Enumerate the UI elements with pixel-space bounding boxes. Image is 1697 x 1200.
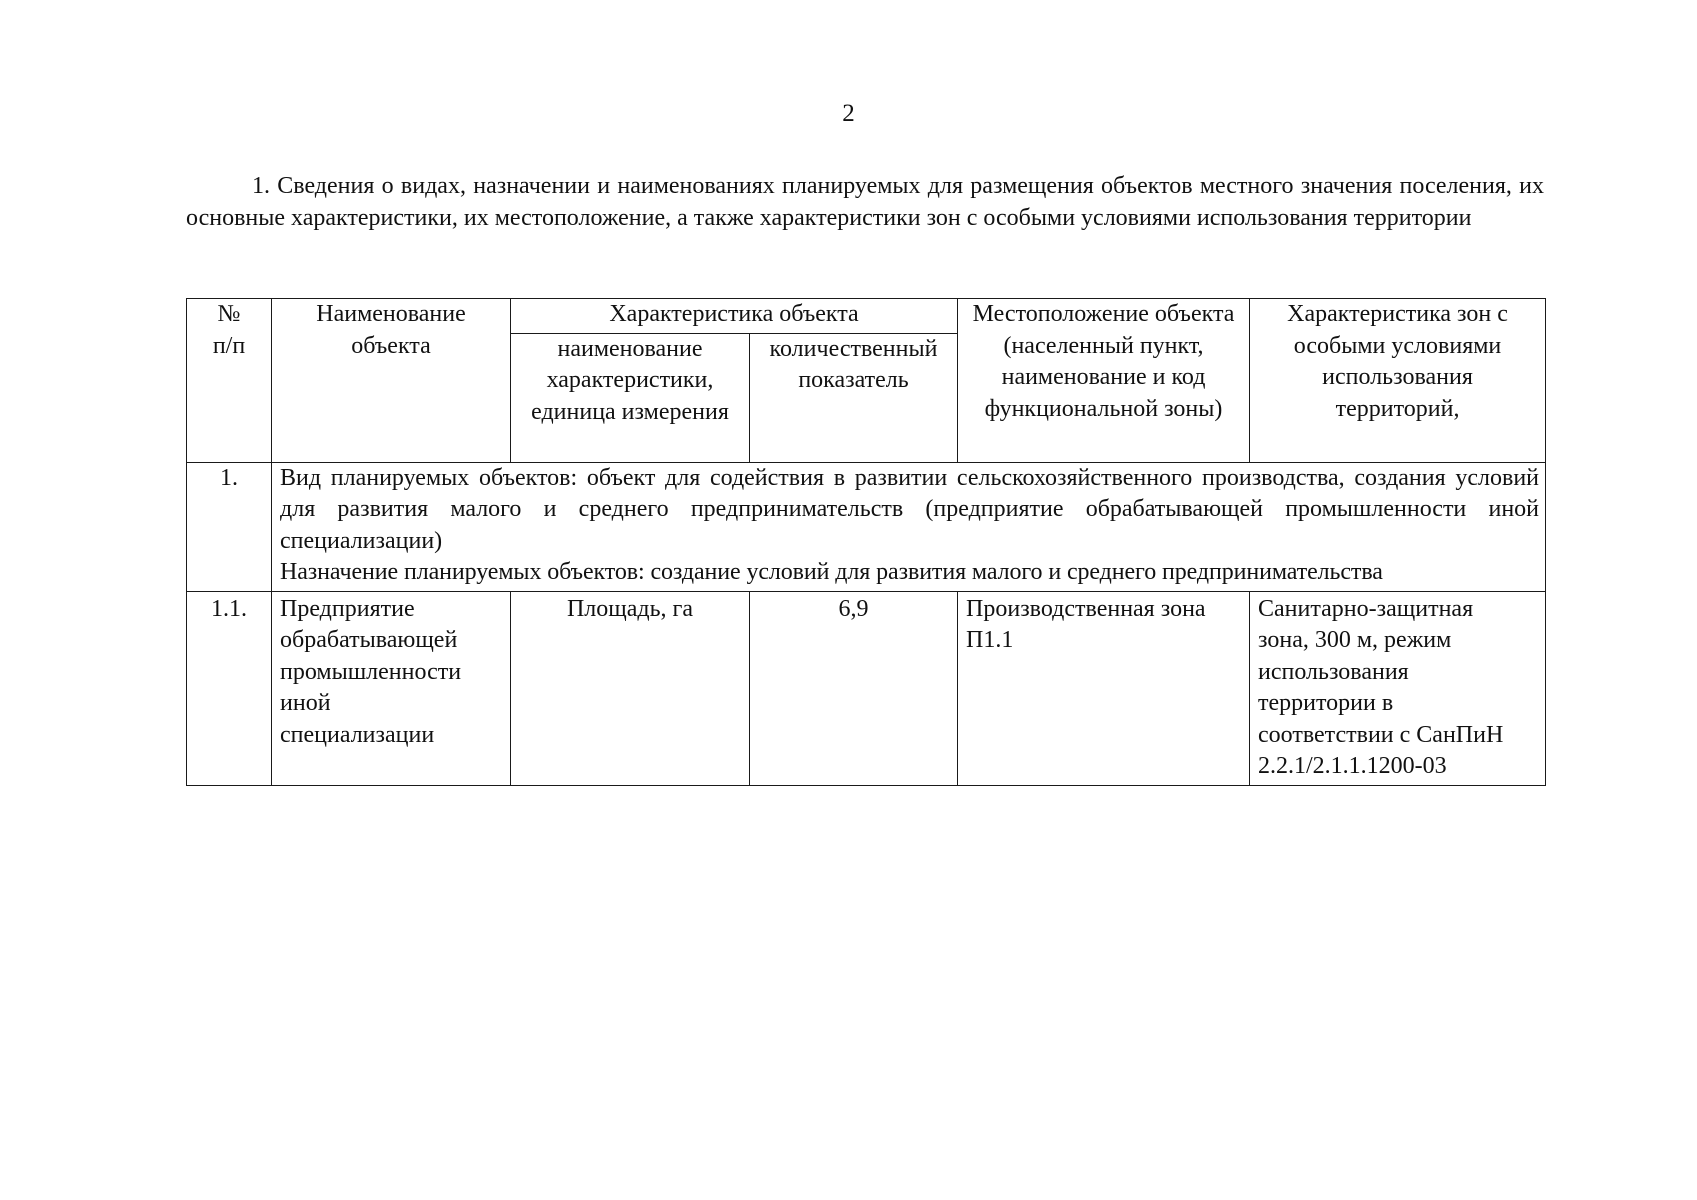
header-char-value: количественный показатель bbox=[750, 333, 958, 462]
row-location: Производственная зона П1.1 bbox=[958, 591, 1250, 785]
header-location: Местоположение объекта (населенный пункт, наименование и код функциональной зоны) bbox=[958, 299, 1250, 463]
page-number: 2 bbox=[842, 100, 855, 127]
row-num: 1.1. bbox=[187, 591, 272, 785]
table-group-row bbox=[187, 462, 1546, 591]
table-row bbox=[187, 591, 1546, 785]
table-header-row bbox=[187, 299, 1546, 334]
row-char-name: Площадь, га bbox=[511, 591, 750, 785]
header-num: № п/п bbox=[187, 299, 272, 463]
group-purpose-text: Назначение планируемых объектов: создание условий для развития малого и среднего предпринимательства bbox=[280, 559, 1383, 585]
header-object-name: Наименование объекта bbox=[272, 299, 511, 463]
planned-objects-table bbox=[186, 298, 1546, 786]
header-char-name: наименование характеристики, единица измерения bbox=[511, 333, 750, 462]
header-characteristics: Характеристика объекта bbox=[511, 299, 958, 334]
group-type-text: Вид планируемых объектов: объект для содействия в развитии сельскохозяйственного производства, создания условий для развития малого и среднего предпринимательств (предприятие обрабатывающей промышленности иной специализации) bbox=[280, 464, 1540, 554]
row-object-name: Предприятие обрабатывающей промышленности иной специализации bbox=[272, 591, 511, 785]
header-zones: Характеристика зон с особыми условиями использования территорий, bbox=[1250, 299, 1546, 463]
row-zones: Санитарно-защитная зона, 300 м, режим использования территории в соответствии с СанПиН 2.2.1/2.1.1.1200-03 bbox=[1250, 591, 1546, 785]
section-heading: 1. Сведения о видах, назначении и наименованиях планируемых для размещения объектов местного значения поселения, их основные характеристики, их местоположение, а также характеристики зон с особыми условиями использования территории bbox=[186, 173, 1544, 231]
row-char-value: 6,9 bbox=[750, 591, 958, 785]
group-description bbox=[272, 462, 1546, 591]
group-num: 1. bbox=[187, 462, 272, 591]
